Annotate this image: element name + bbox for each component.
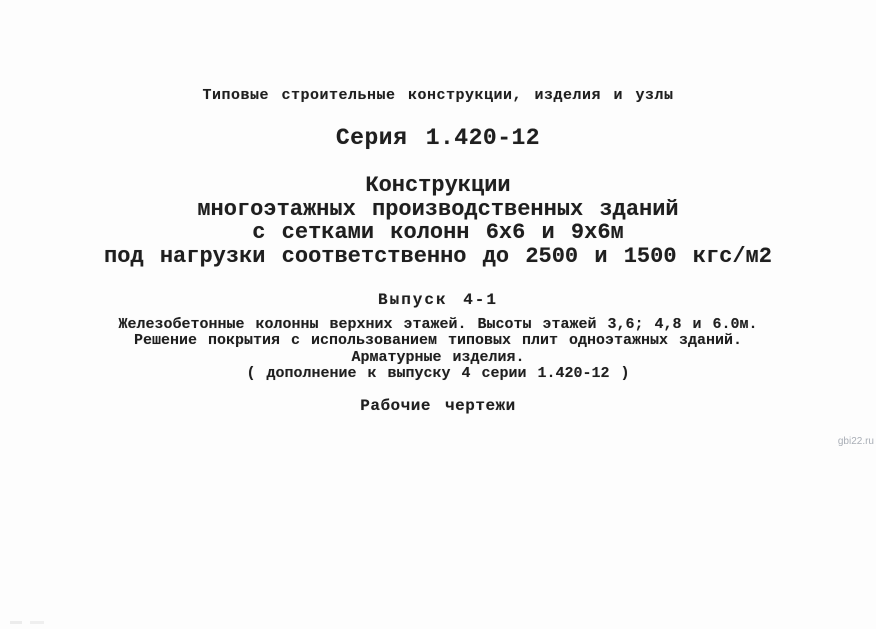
main-title-line-2: многоэтажных производственных зданий	[197, 196, 679, 222]
description-line-3: Арматурные изделия.	[351, 348, 525, 366]
description-line-4: ( дополнение к выпуску 4 серии 1.420-12 )	[246, 365, 630, 383]
doc-type-label: Рабочие чертежи	[360, 397, 516, 415]
description-block	[0, 317, 876, 383]
description-line-1: Железобетонные колонны верхних этажей. Высоты этажей 3,6; 4,8 и 6.0м.	[118, 316, 758, 333]
scan-artifact	[10, 621, 44, 624]
document-category-line: Типовые строительные конструкции, изделия и узлы	[202, 87, 674, 104]
description-line-2: Решение покрытия с использованием типовых плит одноэтажных зданий.	[133, 332, 743, 350]
series-title: Серия 1.420-12	[335, 125, 541, 151]
main-title-line-3: с сетками колонн 6х6 и 9х6м	[252, 220, 624, 245]
site-watermark: gbi22.ru	[837, 436, 874, 447]
issue-label: Выпуск 4-1	[377, 291, 498, 309]
main-title-line-4: под нагрузки соответственно до 2500 и 1500 кгс/м2	[104, 243, 772, 269]
main-title-line-1: Конструкции	[365, 173, 511, 198]
main-title-block	[0, 174, 876, 268]
